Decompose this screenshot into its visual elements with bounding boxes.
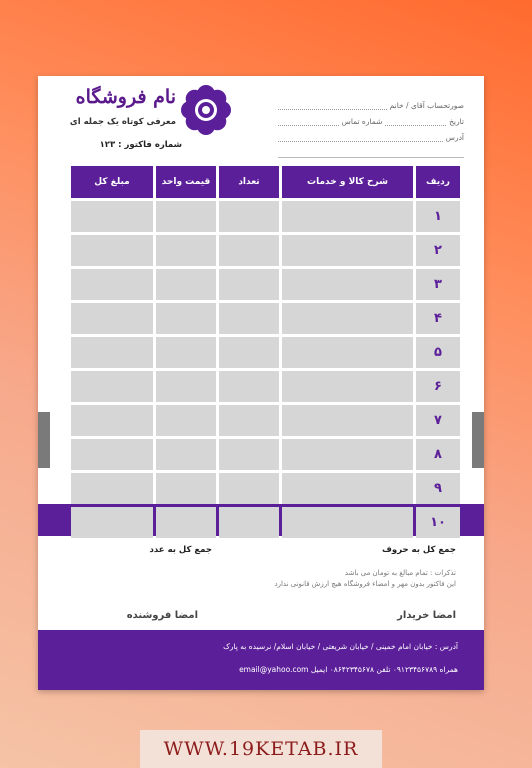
table-cell[interactable] [219, 507, 279, 538]
table-row [66, 405, 460, 436]
row-number-cell: ۵ [416, 337, 460, 368]
table-cell[interactable] [219, 269, 279, 300]
address-row [278, 126, 464, 142]
shop-address: آدرس : خیابان امام خمینی / خیابان شریعتی / خیابان اسلام/ نرسیده به پارک [223, 642, 458, 651]
table-row [66, 337, 460, 368]
items-table [66, 166, 460, 541]
address-label: آدرس [445, 133, 464, 142]
invoice-number: شماره فاکتور : ۱۲۳ [99, 140, 182, 150]
row-number-cell: ۷ [416, 405, 460, 436]
row-number-cell: ۶ [416, 371, 460, 402]
flower-logo-icon [178, 82, 234, 138]
address-line [278, 133, 443, 142]
row-number-cell: ۹ [416, 473, 460, 504]
column-header: قیمت واحد [156, 166, 216, 198]
left-edge-tab [38, 412, 50, 468]
phone-line [278, 117, 339, 126]
buyer-signature-label: امضا خریدار [397, 610, 456, 621]
table-row [66, 371, 460, 402]
right-edge-tab [472, 412, 484, 468]
table-cell[interactable] [71, 337, 153, 368]
row-number-cell: ۳ [416, 269, 460, 300]
table-row [66, 303, 460, 334]
table-cell[interactable] [156, 235, 216, 266]
table-cell[interactable] [219, 405, 279, 436]
customer-fields [278, 94, 464, 158]
table-cell[interactable] [282, 405, 413, 436]
row-number-cell: ۸ [416, 439, 460, 470]
column-header: ردیف [416, 166, 460, 198]
table-cell[interactable] [282, 201, 413, 232]
table-cell[interactable] [219, 439, 279, 470]
table-body [66, 201, 460, 538]
table-cell[interactable] [156, 337, 216, 368]
table-cell[interactable] [71, 439, 153, 470]
table-cell[interactable] [71, 269, 153, 300]
table-cell[interactable] [71, 473, 153, 504]
table-cell[interactable] [71, 371, 153, 402]
shop-slogan: معرفی کوتاه یک جمله ای [69, 117, 176, 127]
table-cell[interactable] [219, 235, 279, 266]
table-cell[interactable] [156, 269, 216, 300]
table-cell[interactable] [219, 473, 279, 504]
table-cell[interactable] [219, 201, 279, 232]
watermark-banner: WWW.19KETAB.IR [140, 730, 382, 768]
row-number-cell: ۴ [416, 303, 460, 334]
date-label: تاریخ [449, 117, 464, 126]
date-phone-row [278, 110, 464, 126]
table-cell[interactable] [156, 507, 216, 538]
notes [218, 568, 456, 590]
table-cell[interactable] [219, 303, 279, 334]
column-header: تعداد [219, 166, 279, 198]
sum-in-numbers-label: جمع کل به عدد [149, 545, 212, 555]
shop-name: نام فروشگاه [75, 86, 176, 108]
table-cell[interactable] [282, 269, 413, 300]
note-currency: تذکرات : تمام مبالغ به تومان می باشد [344, 569, 456, 577]
table-cell[interactable] [282, 235, 413, 266]
table-cell[interactable] [282, 439, 413, 470]
table-cell[interactable] [282, 371, 413, 402]
table-row [66, 201, 460, 232]
column-header: مبلغ کل [71, 166, 153, 198]
table-cell[interactable] [219, 337, 279, 368]
shop-contact: همراه ۰۹۱۲۳۴۵۶۷۸۹ تلفن ۰۸۶۴۲۳۴۵۶۷۸ ایمیل email@yahoo.com [239, 665, 458, 674]
column-header: شرح کالا و خدمات [282, 166, 413, 198]
table-row [66, 507, 460, 538]
table-cell[interactable] [156, 405, 216, 436]
table-cell[interactable] [156, 371, 216, 402]
table-cell[interactable] [156, 439, 216, 470]
table-cell[interactable] [282, 473, 413, 504]
table-row [66, 269, 460, 300]
customer-name-row [278, 94, 464, 110]
table-cell[interactable] [282, 303, 413, 334]
table-cell[interactable] [156, 303, 216, 334]
customer-line [278, 101, 387, 110]
row-number-cell: ۲ [416, 235, 460, 266]
phone-label: شماره تماس [341, 117, 383, 126]
table-header [66, 166, 460, 198]
date-line [385, 117, 446, 126]
table-row [66, 235, 460, 266]
table-cell[interactable] [282, 507, 413, 538]
customer-label: صورتحساب آقای / خانم [389, 101, 464, 110]
note-validity: این فاکتور بدون مهر و امضاء فروشگاه هیچ ارزش قانونی ندارد [274, 580, 456, 588]
invoice-sheet [38, 76, 484, 690]
row-number-cell: ۱۰ [416, 507, 460, 538]
table-row [66, 439, 460, 470]
table-cell[interactable] [71, 303, 153, 334]
extra-row [278, 142, 464, 158]
table-cell[interactable] [156, 201, 216, 232]
table-row [66, 473, 460, 504]
table-cell[interactable] [156, 473, 216, 504]
sum-in-words-label: جمع کل به حروف [382, 545, 456, 555]
table-cell[interactable] [71, 507, 153, 538]
row-number-cell: ۱ [416, 201, 460, 232]
table-cell[interactable] [71, 235, 153, 266]
table-cell[interactable] [71, 201, 153, 232]
seller-signature-label: امضا فروشنده [126, 610, 198, 621]
table-cell[interactable] [71, 405, 153, 436]
table-cell[interactable] [282, 337, 413, 368]
extra-line [278, 149, 464, 158]
table-cell[interactable] [219, 371, 279, 402]
